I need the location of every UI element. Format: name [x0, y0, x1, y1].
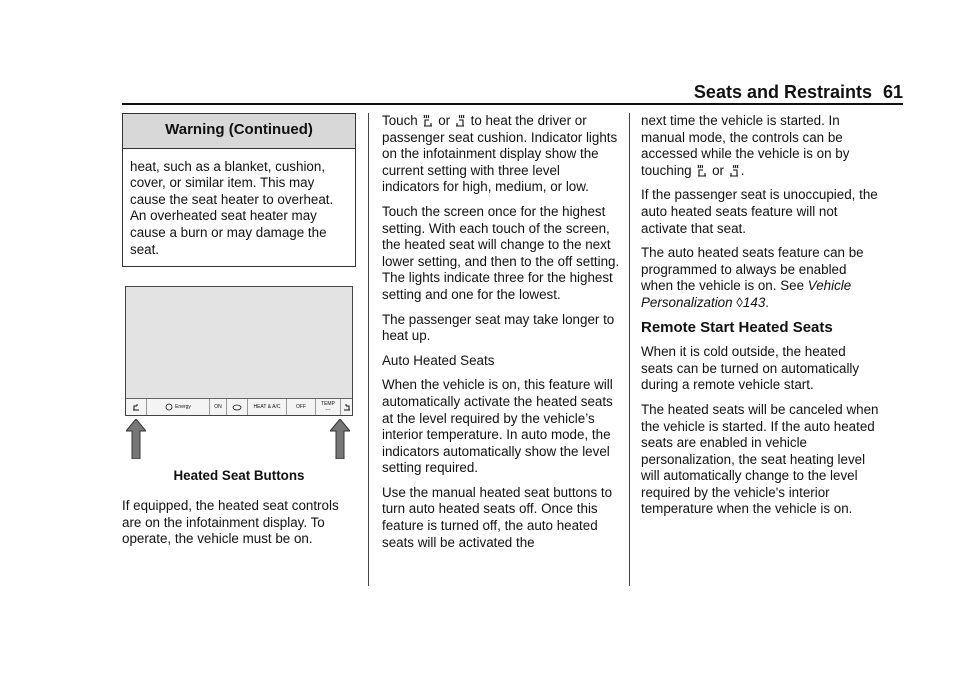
- temp-label: TEMP: [321, 401, 335, 407]
- infotainment-screen: [125, 286, 353, 416]
- off-button: OFF: [287, 399, 316, 415]
- heat-ac-button: HEAT & A/C: [248, 399, 287, 415]
- fan-icon: [232, 404, 242, 411]
- programmed-text: The auto heated seats feature can be programmed to always be enabled when the vehicle is on. See: [641, 245, 864, 294]
- arrow-up-icon: [126, 419, 146, 459]
- warning-body: heat, such as a blanket, cushion, cover, or similar item. This may cause the seat heater to overheat. An overheated seat heater may cause a burn or may damage the seat.: [130, 158, 334, 257]
- temp-value: ---: [325, 407, 331, 413]
- climate-control-bar: [126, 398, 352, 415]
- driver-heated-seat-icon: [422, 114, 433, 127]
- column-divider-1: [368, 113, 369, 586]
- energy-button: [147, 399, 210, 415]
- page-number: 61: [882, 82, 903, 102]
- column-divider-2: [629, 113, 630, 586]
- intro-paragraph: If equipped, the heated seat controls are on the infotainment display. To operate, the vehicle must be on.: [122, 498, 339, 547]
- passenger-paragraph: The passenger seat may take longer to heat up.: [382, 311, 615, 344]
- passenger-heated-seat-icon: [455, 114, 466, 127]
- unoccupied-paragraph: If the passenger seat is unoccupied, the auto heated seats feature will not activate that seat.: [641, 187, 878, 236]
- passenger-heated-seat-button: [341, 399, 352, 415]
- auto-paragraph: When the vehicle is on, this feature will automatically activate the heated seats at the level required by the vehicle’s interior temperature. In auto mode, the indicators automatically show the level setting required.: [382, 377, 613, 476]
- next-time-text-post: .: [740, 162, 745, 178]
- manual-paragraph: Use the manual heated seat buttons to turn auto heated seats off. Once this feature is turned off, the auto heated seats will be activated the: [382, 484, 613, 550]
- figure-caption: Heated Seat Buttons: [173, 468, 305, 483]
- driver-heated-seat-icon: [696, 164, 707, 177]
- column-1-intro: [122, 498, 356, 556]
- on-button: ON: [210, 399, 227, 415]
- next-time-paragraph: [641, 113, 879, 179]
- setting-paragraph: Touch the screen once for the highest setting. With each touch of the screen, the heated seat will change to the next lower setting, and then to the off setting. The lights indicate three for the highest setting and one for the lowest.: [382, 203, 620, 302]
- next-time-text-or: or: [712, 162, 725, 178]
- arrow-up-icon: [330, 419, 350, 459]
- heated-seat-icon: [132, 403, 141, 411]
- driver-heated-seat-button: [126, 399, 147, 415]
- page-reference-number[interactable]: 143: [742, 294, 766, 310]
- column-3: [641, 113, 879, 526]
- header-rule: [122, 103, 903, 105]
- energy-icon: [165, 403, 173, 411]
- screen-display-area: [126, 287, 352, 399]
- warning-title: Warning (Continued): [123, 114, 355, 149]
- touch-paragraph: [382, 113, 620, 196]
- programmed-text-end: .: [765, 294, 769, 310]
- passenger-heated-seat-icon: [729, 164, 740, 177]
- fan-button: [227, 399, 248, 415]
- heated-seat-figure: [122, 284, 356, 483]
- canceled-paragraph: The heated seats will be canceled when the vehicle is started. If the auto heated seats are enabled in vehicle personalization, the seat heating level will automatically change to the level required by the vehicle's interior temperature when the vehicle is on.: [641, 401, 879, 517]
- touch-text-pre: Touch: [382, 113, 418, 128]
- remote-start-paragraph: When it is cold outside, the heated seats can be turned on automatically during a remote vehicle start.: [641, 344, 860, 393]
- touch-text-or: or: [438, 113, 451, 128]
- section-title: Seats and Restraints: [693, 82, 872, 102]
- energy-label: Energy: [175, 404, 191, 410]
- temp-display: [316, 399, 341, 415]
- column-1: [122, 113, 356, 267]
- page-reference-symbol: ◊: [736, 294, 743, 310]
- auto-heated-seats-heading: Auto Heated Seats: [382, 352, 495, 368]
- heated-seat-icon: [342, 403, 351, 411]
- programmed-paragraph: [641, 245, 879, 311]
- next-time-text-pre: next time the vehicle is started. In manual mode, the controls can be accessed while the vehicle is on by touching: [641, 113, 850, 178]
- touch-text-post: to heat the driver or passenger seat cushion. Indicator lights on the infotainment display show the current setting with three level indicators for high, medium, or low.: [382, 113, 618, 195]
- vehicle-personalization-link[interactable]: Vehicle Personalization: [641, 278, 852, 310]
- remote-start-heading: Remote Start Heated Seats: [641, 318, 833, 336]
- column-2: [382, 113, 620, 559]
- warning-box: [122, 113, 356, 267]
